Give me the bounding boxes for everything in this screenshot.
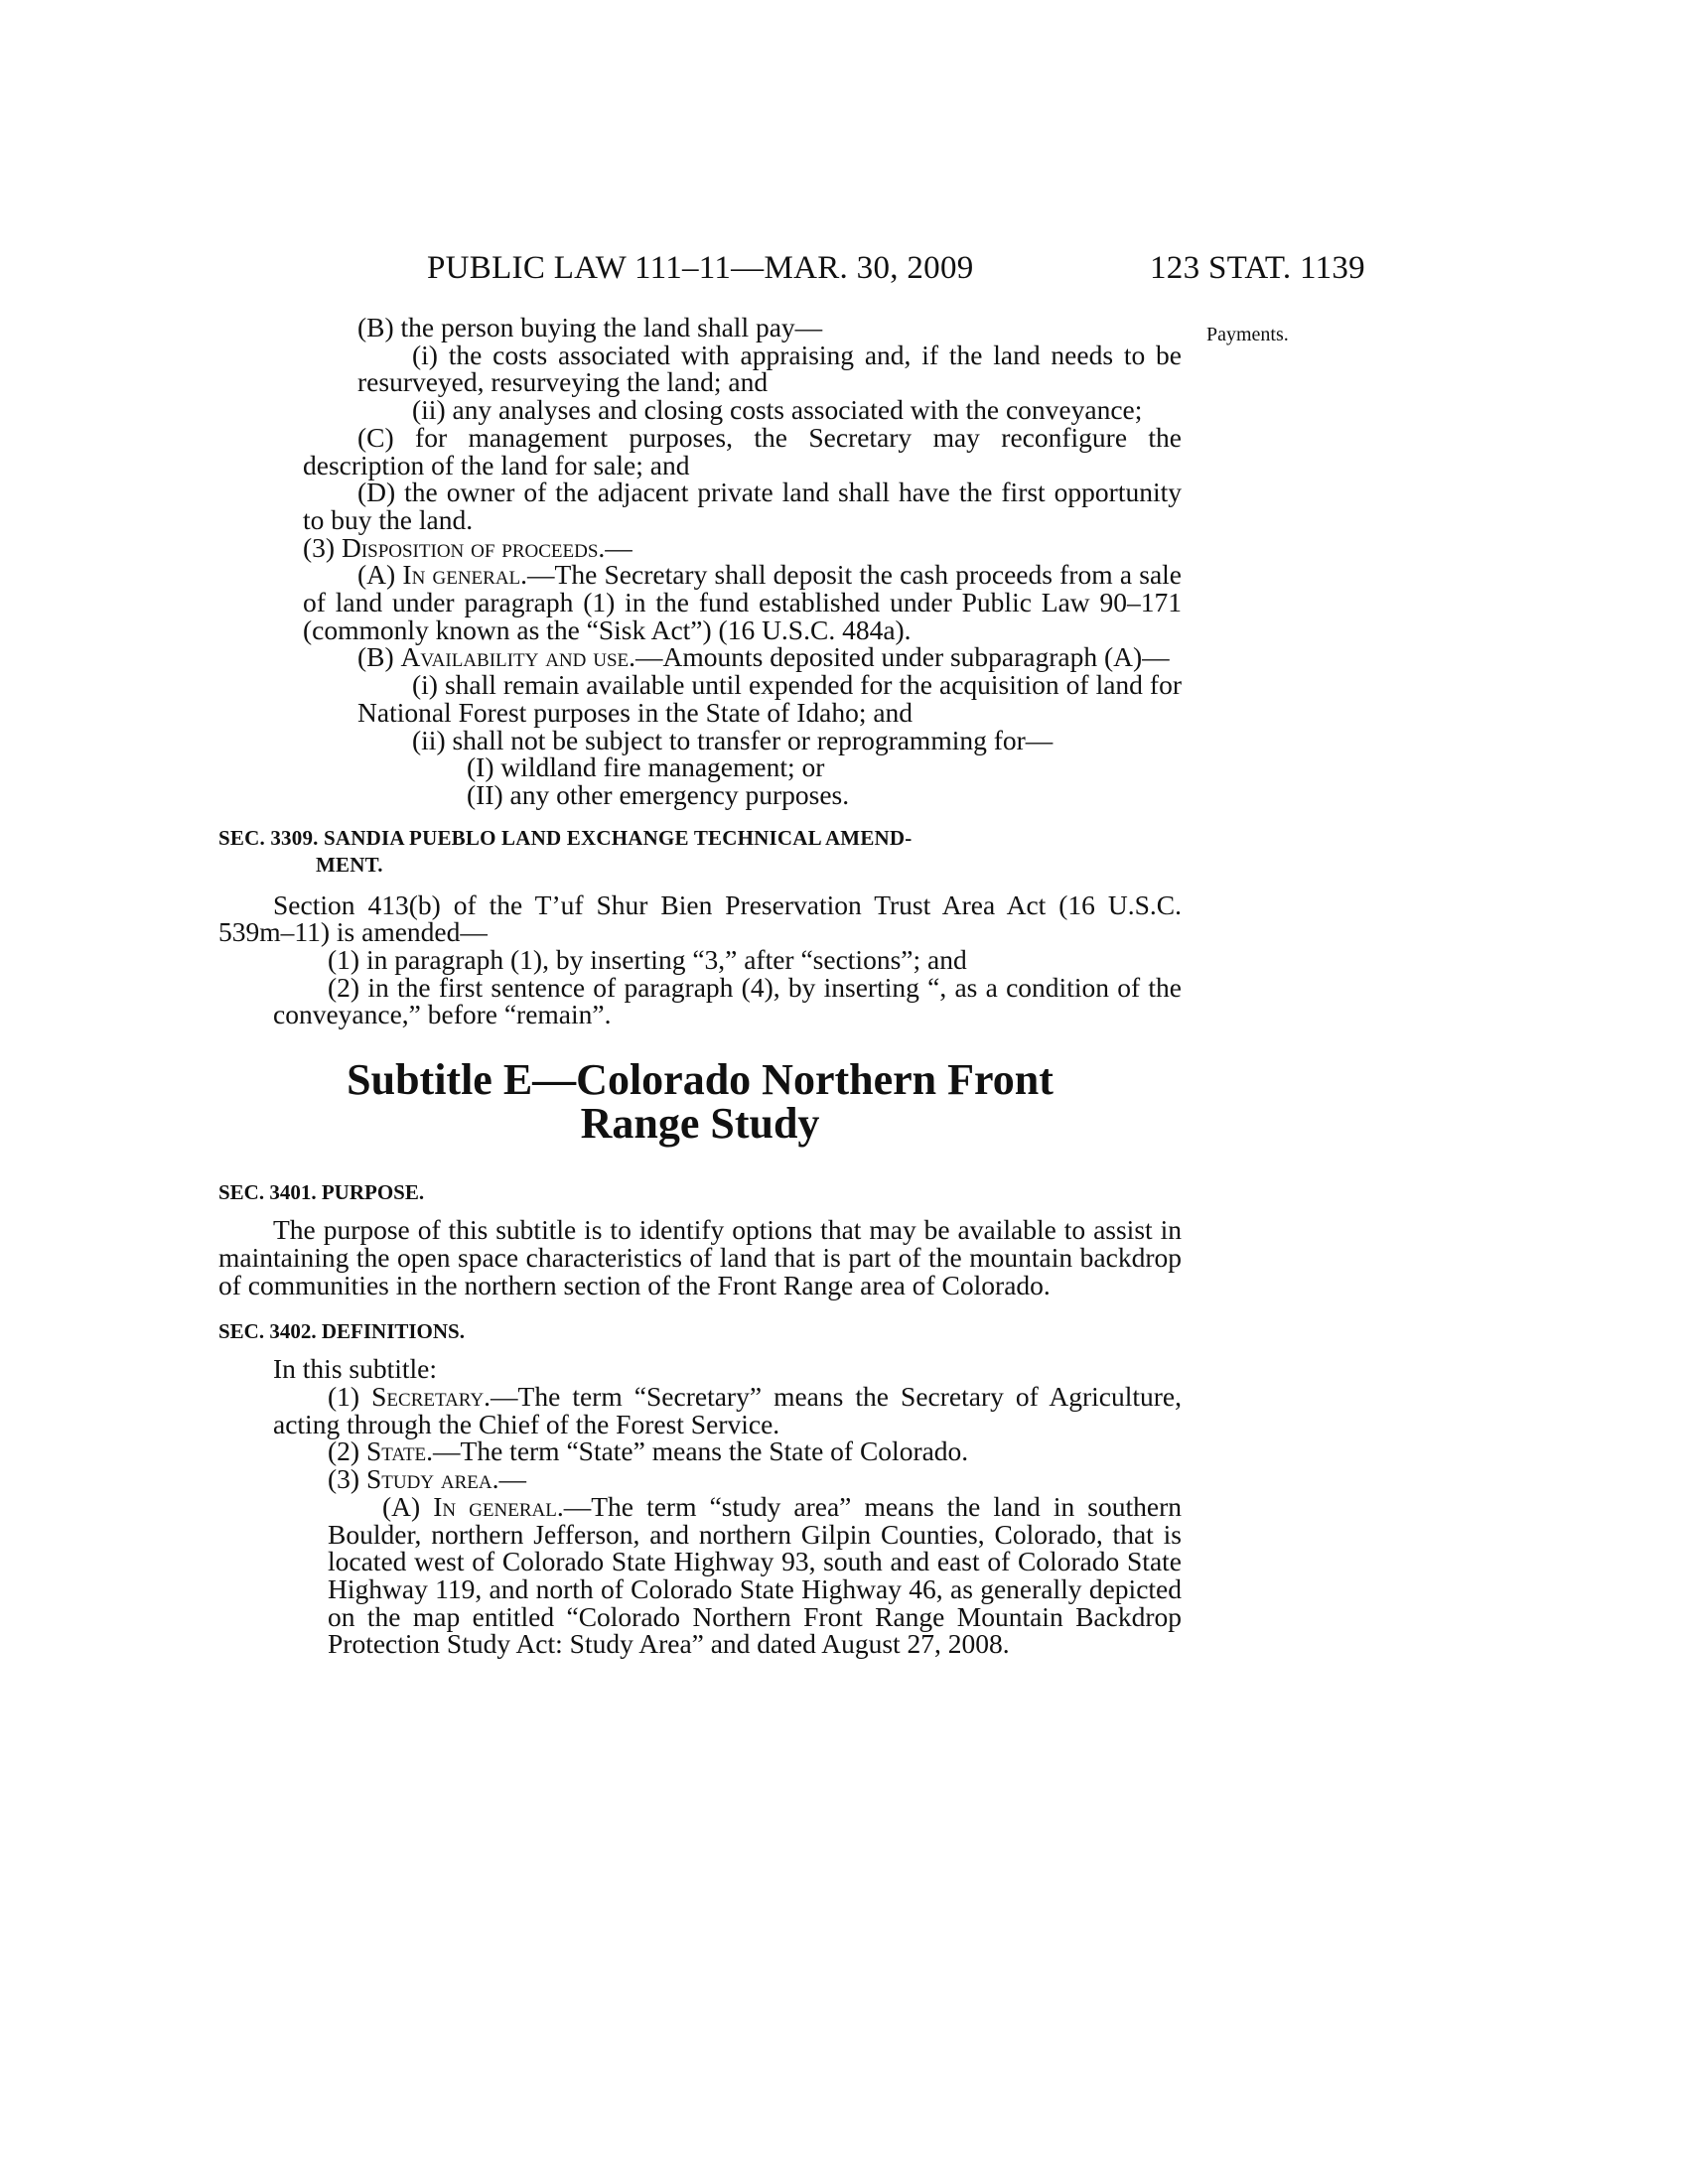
sale-term-paragraph: (ii) any analyses and closing costs associated with the conveyance; (412, 394, 1143, 426)
definition-text: —The term “State” means the State of Colorado. (433, 1435, 969, 1467)
paragraph-group-sale-terms (303, 314, 1182, 534)
subparagraph-heading: Availability and use. (400, 641, 635, 673)
definition-study-area-general (328, 1490, 1182, 1660)
subparagraph-b-availability (303, 643, 1182, 671)
section-3401-text: The purpose of this subtitle is to identify options that may be available to assist in maintaining the open space characteristics of land that is part of the mountain backdrop of communities in the northern section of the Front Range area of Colorado. (218, 1214, 1182, 1300)
paragraph-number: (3) (303, 531, 336, 563)
subtitle-line: Subtitle E—Colorado Northern Front (347, 1055, 1054, 1105)
section-heading-line: SEC. 3309. SANDIA PUEBLO LAND EXCHANGE TECHNICAL AMEND- (218, 825, 913, 850)
subtitle-heading (218, 1055, 1182, 1149)
definition-text: —The term “Secretary” means the Secretary of Agriculture, acting through the Chief of the Forest Service. (273, 1380, 1182, 1439)
section-3309-intro: Section 413(b) of the T’uf Shur Bien Preservation Trust Area Act (16 U.S.C. 539m–11) is amended— (218, 888, 1182, 948)
subparagraph-text: —Amounts deposited under subparagraph (A)— (635, 641, 1170, 673)
section-heading-3402: SEC. 3402. DEFINITIONS. (218, 1319, 465, 1344)
sale-term-paragraph: (B) the person buying the land shall pay— (357, 312, 823, 342)
clause-i: (i) shall remain available until expended for the acquisition of land for National Forest purposes in the State of Idaho; and (357, 669, 1182, 728)
margin-note: Payments. (1206, 324, 1289, 345)
running-header-stat: 123 STAT. 1139 (1150, 250, 1365, 286)
sale-term-paragraph: (i) the costs associated with appraising and, if the land needs to be resurveyed, resurveying the land; and (357, 339, 1182, 398)
clause-ii: (ii) shall not be subject to transfer or reprogramming for— (412, 724, 1054, 755)
definition-term: State. (365, 1435, 434, 1467)
sale-term-paragraph: (C) for management purposes, the Secretary may reconfigure the description of the land for sale; and (303, 421, 1182, 480)
paragraph-heading: Disposition of proceeds.— (341, 531, 633, 563)
subparagraph-text: —The term “study area” means the land in southern Boulder, northern Jefferson, and northern Gilpin Counties, Colorado, that is located west of Colorado State Highway 93, south and east of Colorado State Highway 119, and north of Colorado State Highway 46, as generally depicted on the map entitled “Colorado Northern Front Range Mountain Backdrop Protection Study Act: Study Area” and dated August 27, 2008. (328, 1490, 1182, 1660)
section-3309-item-2: (2) in the first sentence of paragraph (4), by inserting “, as a condition of the conveyance,” before “remain”. (273, 971, 1182, 1030)
definition-study-area (273, 1465, 1182, 1493)
subparagraph-a-general (303, 561, 1182, 643)
paragraph-disposition (303, 531, 1182, 563)
subparagraph-heading: In general. (402, 559, 528, 591)
subclause-II: (II) any other emergency purposes. (467, 778, 850, 810)
body-text (218, 312, 1182, 1660)
definition-secretary (273, 1380, 1182, 1439)
running-header-law: PUBLIC LAW 111–11—MAR. 30, 2009 (427, 250, 974, 286)
definition-state (273, 1437, 1182, 1465)
subparagraph-number: (A) (382, 1490, 421, 1522)
subparagraph-number: (B) (357, 641, 394, 673)
section-heading-3309 (218, 825, 1182, 879)
subparagraph-text: —The Secretary shall deposit the cash proceeds from a sale of land under paragraph (1) in the fund established under Public Law 90–171 (commonly known as the “Sisk Act”) (16 U.S.C. 484a). (303, 559, 1182, 645)
definition-term: Secretary. (371, 1380, 492, 1412)
definition-term: Study area.— (365, 1463, 526, 1495)
definition-number: (2) (328, 1435, 360, 1467)
section-3309-item-1: (1) in paragraph (1), by inserting “3,” after “sections”; and (328, 944, 967, 976)
sale-term-paragraph: (D) the owner of the adjacent private land shall have the first opportunity to buy the land. (303, 477, 1182, 535)
subparagraph-number: (A) (357, 559, 396, 591)
subtitle-line: Range Study (580, 1099, 820, 1149)
section-heading-3401: SEC. 3401. PURPOSE. (218, 1180, 425, 1205)
definition-number: (1) (328, 1380, 360, 1412)
definition-number: (3) (328, 1463, 360, 1495)
subparagraph-heading: In general. (433, 1490, 564, 1522)
section-heading-line: MENT. (316, 852, 383, 877)
section-3402-intro: In this subtitle: (273, 1353, 437, 1385)
subclause-I: (I) wildland fire management; or (467, 751, 825, 783)
